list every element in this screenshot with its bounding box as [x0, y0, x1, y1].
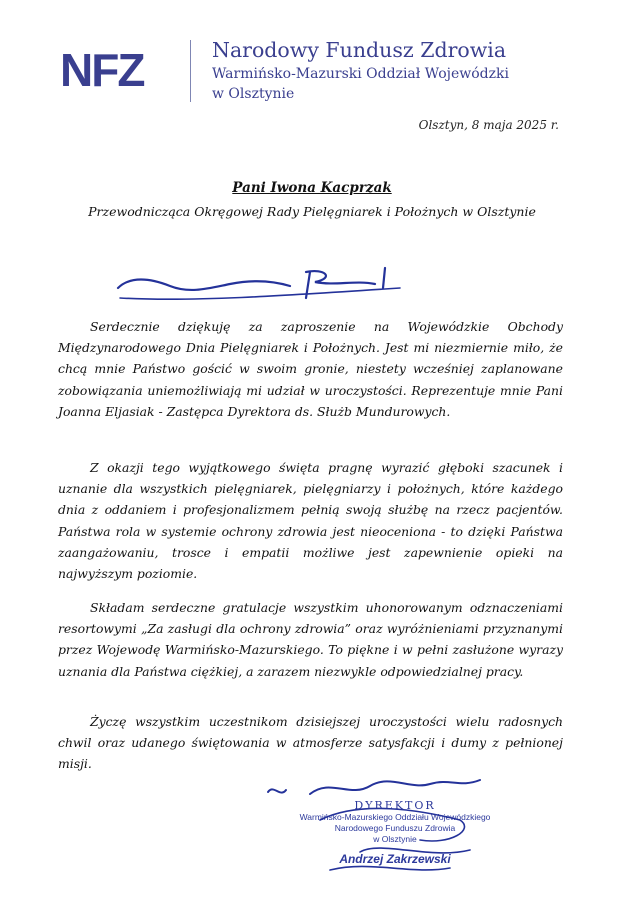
stamp-line-3: w Olsztynie [373, 834, 417, 844]
signature [300, 790, 480, 880]
stamp-title: DYREKTOR [354, 799, 436, 812]
handwritten-salutation [110, 258, 410, 304]
institution-city: w Olsztynie [212, 86, 295, 102]
body-paragraph-3: Składam serdeczne gratulacje wszystkim uhonorowanym odznaczeniami resortowymi „Za zasługi dla ochrony zdrowia” oraz wyróżnieniami przyznanymi przez Wojewodę Warmińsko-Mazurskiego. To piękne i w pełni zasłużone wyrazy uznania dla Państwa ciężkiej, a zarazem niezwykle odpowiedzialnej pracy. [58, 600, 563, 679]
institution-name: Narodowy Fundusz Zdrowia [212, 38, 507, 62]
institution-branch: Warmińsko-Mazurski Oddział Wojewódzki [212, 66, 509, 82]
nfz-logo [60, 46, 170, 90]
stamp-line-2: Narodowego Funduszu Zdrowia [334, 823, 456, 833]
letterhead-divider [190, 40, 191, 102]
addressee-title: Przewodnicząca Okręgowej Rady Pielęgniarek i Położnych w Olsztynie [88, 204, 536, 219]
addressee-name: Pani Iwona Kacprzak [232, 180, 392, 196]
body-paragraph-1: Serdecznie dziękuję za zaproszenie na Wojewódzkie Obchody Międzynarodowego Dnia Pielęgniarek i Położnych. Jest mi niezmiernie miło, że chcą mnie Państwo gościć w swoim gronie, niestety wcześniej zaplanowane zobowiązania uniemożliwiają mi udział w uroczystości. Reprezentuje mnie Pani Joanna Eljasiak - Zastępca Dyrektora ds. Służb Mundurowych. [58, 319, 563, 419]
svg-text:NFZ: NFZ [60, 46, 144, 90]
body-paragraph-4: Życzę wszystkim uczestnikom dzisiejszej uroczystości wielu radosnych chwil oraz udanego świętowania w atmosferze satysfakcji i dumy z pełnionej misji. [58, 714, 563, 772]
stamp-line-1: Warmińsko-Mazurskiego Oddziału Wojewódzkiego [299, 812, 491, 822]
body-paragraph-2: Z okazji tego wyjątkowego święta pragnę wyrazić głęboki szacunek i uznanie dla wszystkich pielęgniarek, pielęgniarzy i położnych, które każdego dnia z oddaniem i profesjonalizmem pełnią swoją służbę na rzecz pacjentów. Państwa rola w systemie ochrony zdrowia jest nieoceniona - to dzięki Państwa zaangażowaniu, trosce i empatii możliwe jest zapewnienie opieki na najwyższym poziomie. [58, 460, 563, 582]
stamp-signatory-name: Andrzej Zakrzewski [339, 852, 451, 866]
letter-date: Olsztyn, 8 maja 2025 r. [418, 118, 559, 132]
